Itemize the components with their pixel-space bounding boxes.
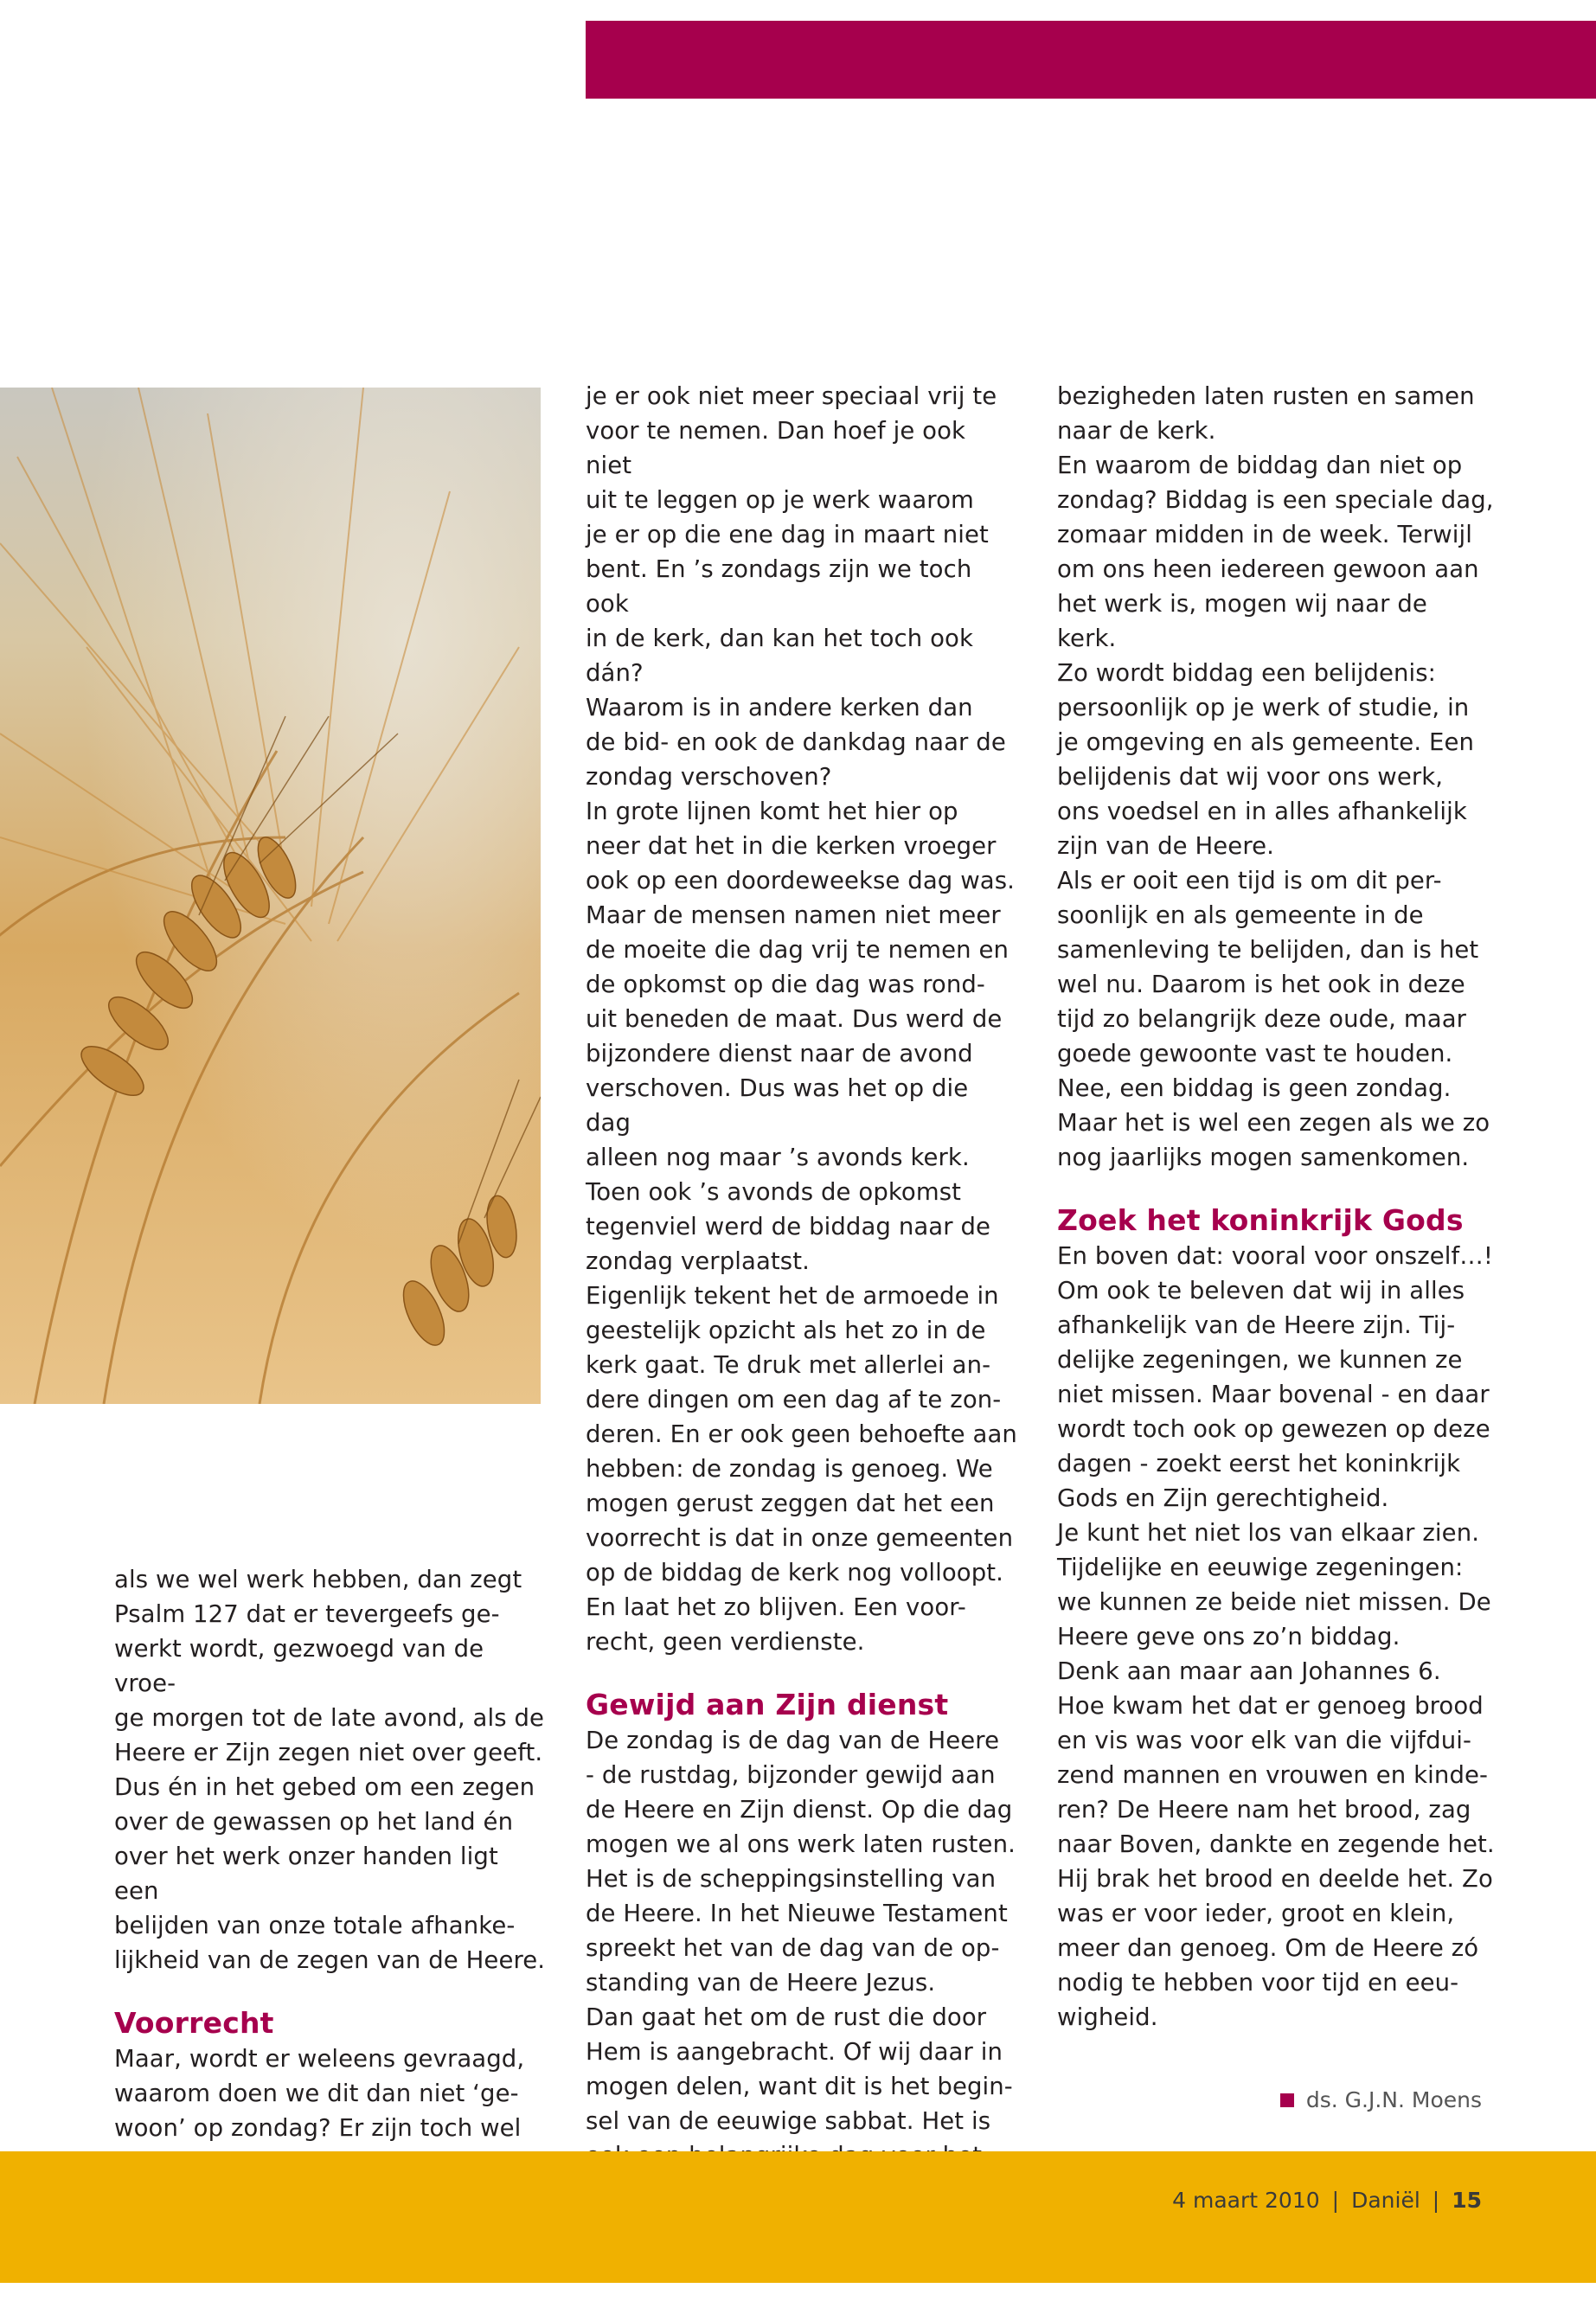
footer-info	[1172, 2188, 1482, 2213]
column-3-paragraph-2: En boven dat: vooral voor onszelf…! Om ook te beleven dat wij in alles afhankelijk van de Heere zijn. Tij- delijke zegeningen, we kunnen ze niet missen. Maar bovenal - en daar wordt toch ook op gewezen op deze dagen - zoekt eerst het koninkrijk Gods en Zijn gerechtigheid. Je kunt het niet los van elkaar zien. Tijdelijke en eeuwige zegeningen: we kunnen ze beide niet missen. De Heere geve ons zo’n biddag. Denk aan maar aan Johannes 6. Hoe kwam het dat er genoeg brood en vis was voor elk van die vijfdui- zend mannen en vrouwen en kinde- ren? De Heere nam het brood, zag naar Boven, dankte en zegende het. Hij brak het brood en deelde het. Zo was er voor ieder, groot en klein, meer dan genoeg. Om de Heere zó nodig te hebben voor tijd en eeu- wigheid.	[1057, 1242, 1495, 2031]
signature-square-icon	[1280, 2093, 1294, 2107]
footer-date: 4 maart 2010	[1172, 2188, 1320, 2213]
column-1-paragraph-2: Maar, wordt er weleens gevraagd, waarom doen we dit dan niet ‘ge- woon’ op zondag? Er zijn toch wel	[114, 2045, 525, 2142]
column-2-paragraph-1: je er ook niet meer speciaal vrij te voor te nemen. Dan hoef je ook niet uit te leggen op je werk waarom je er op die ene dag in maart niet bent. En ’s zondags zijn we toch ook in de kerk, dan kan het toch ook dán? Waarom is in andere kerken dan de bid- en ook de dankdag naar de zondag verschoven? In grote lijnen komt het hier op neer dat het in die kerken vroeger ook op een doordeweekse dag was. Maar de mensen namen niet meer de moeite die dag vrij te nemen en de opkomst op die dag was rond- uit beneden de maat. Dus werd de bijzondere dienst naar de avond verschoven. Dus was het op die dag alleen nog maar ’s avonds kerk. Toen ook ’s avonds de opkomst tegenviel werd de biddag naar de zondag verplaatst. Eigenlijk tekent het de armoede in geestelijk opzicht als het zo in de kerk gaat. Te druk met allerlei an- dere dingen om een dag af te zon- deren. En er ook geen behoefte aan hebben: de zondag is genoeg. We mogen gerust zeggen dat het een voorrecht is dat in onze gemeenten op de biddag de kerk nog volloopt. En laat het zo blijven. Een voor- recht, geen verdienste.	[586, 382, 1017, 1656]
footer-band	[0, 2151, 1596, 2283]
column-1-paragraph-1: als we wel werk hebben, dan zegt Psalm 127 dat er tevergeefs ge- werkt wordt, gezwoegd van de vroe- ge morgen tot de late avond, als de Heere er Zijn zegen niet over geeft. Dus én in het gebed om een zegen over de gewassen op het land én over het werk onzer handen ligt een belijden van onze totale afhanke- lijkheid van de zegen van de Heere.	[114, 1566, 546, 1974]
wheat-photo	[0, 388, 541, 1404]
footer-magazine: Daniël	[1351, 2188, 1420, 2213]
page-number: 15	[1452, 2188, 1482, 2213]
author-signature	[1280, 2087, 1482, 2112]
top-accent-bar	[586, 21, 1596, 99]
column-2	[586, 379, 1018, 2208]
author-name: ds. G.J.N. Moens	[1305, 2087, 1482, 2112]
column-2-paragraph-2: De zondag is de dag van de Heere - de rustdag, bijzonder gewijd aan de Heere en Zijn dienst. Op die dag mogen we al ons werk laten rusten. Het is de scheppingsinstelling van de Heere. In het Nieuwe Testament spreekt het van de dag van de op- standing van de Heere Jezus. Dan gaat het om de rust die door Hem is aangebracht. Of wij daar in mogen delen, want dit is het begin- sel van de eeuwige sabbat. Het is	[586, 1727, 1016, 2135]
heading-gewijd-aan-zijn-dienst: Gewijd aan Zijn dienst	[586, 1688, 949, 1721]
heading-zoek-het-koninkrijk-gods: Zoek het koninkrijk Gods	[1057, 1203, 1464, 1237]
column-3-paragraph-1: bezigheden laten rusten en samen naar de kerk. En waarom de biddag dan niet op zondag? Biddag is een speciale dag, zomaar midden in de week. Terwijl om ons heen iedereen gewoon aan het werk is, mogen wij naar de kerk. Zo wordt biddag een belijdenis: persoonlijk op je werk of studie, in je omgeving en als gemeente. Een belijdenis dat wij voor ons werk, ons voedsel en in alles afhankelijk zijn van de Heere. Als er ooit een tijd is om dit per- soonlijk en als gemeente in de samenleving te belijden, dan is het wel nu. Daarom is het ook in deze tijd zo belangrijk deze oude, maar goede gewoonte vast te houden. Nee, een biddag is geen zondag. Maar het is wel een zegen als we zo nog jaarlijks mogen samenkomen.	[1057, 382, 1494, 1171]
footer-separator: |	[1432, 2188, 1440, 2213]
footer-separator: |	[1331, 2188, 1340, 2213]
column-1	[114, 1562, 547, 2180]
heading-voorrecht: Voorrecht	[114, 2006, 274, 2040]
column-3	[1057, 379, 1507, 2035]
